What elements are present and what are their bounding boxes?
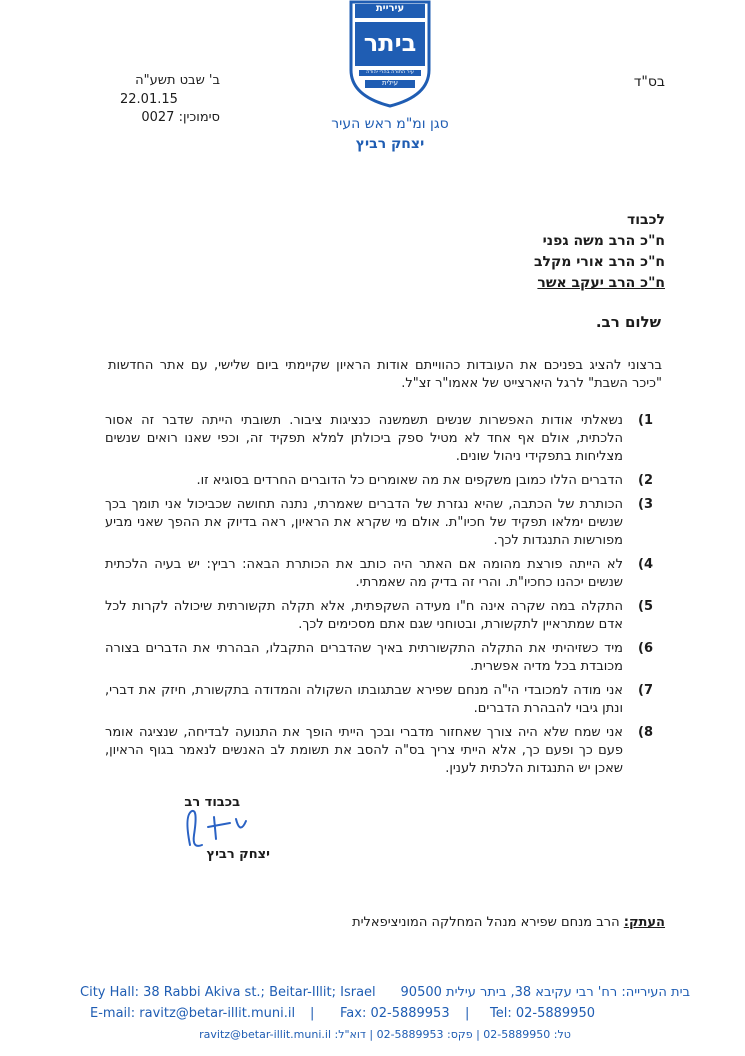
- point-text: נשאלתי אודות האפשרות שנשים תשמשנה כנציגות ציבור. תשובתי הייתה שדבר זה אסור הלכתית, אולם אף אחד לא מטיל ספק ביכולתן למלא תפקיד זה, וכפי שאנו רואים שנשים מצליחות בתפקידי ניהול שונים.: [105, 413, 623, 464]
- logo-bottom-text: עילית: [381, 79, 399, 87]
- footer-email-hebrew: דוא"ל: ravitz@betar-illit.muni.il: [199, 1028, 366, 1041]
- point-number: 6): [638, 641, 653, 656]
- point-text: לא הייתה פורצת מהומה אם האתר היה כותב את הכותרת הבאה: רביץ: יש בעיה הלכתית שנשים יכהנו כחכיו"ת. והרי זה בדיק מה שאמרתי.: [105, 557, 623, 590]
- point-text: אני מודה למכובדי הי"ה מנחם שפירא שבתגובתו השקולה והמדודה בתקשורת, חיזק את דברי, ונתן גיבוי להבהרת הדברים.: [105, 683, 623, 716]
- list-item: [105, 496, 653, 550]
- list-item: [105, 472, 653, 490]
- copy-recipient: הרב מנחם שפירא מנהל המחלקה המוניציפאלית: [352, 915, 620, 930]
- recipients-block: [365, 210, 665, 294]
- footer-separator: |: [465, 1006, 470, 1021]
- date-hebrew: ב' שבט תשע"ה: [135, 73, 220, 88]
- point-number: 2): [638, 473, 653, 488]
- list-item: [105, 682, 653, 718]
- date-gregorian: 22.01.15: [120, 92, 178, 107]
- point-number: 8): [638, 725, 653, 740]
- deputy-name: יצחק רביץ: [355, 136, 425, 152]
- logo-sub-text: עיר התורה בהרי יהודה: [366, 69, 414, 75]
- copy-line: [265, 915, 665, 930]
- footer-address-hebrew: בית העירייה: רח' רבי עקיבא 38, ביתר עילית 90500: [400, 985, 690, 1000]
- list-item: [105, 724, 653, 778]
- list-item: [105, 640, 653, 676]
- point-number: 5): [638, 599, 653, 614]
- footer-fax-hebrew: פקס: 02-5889953: [376, 1028, 473, 1041]
- point-number: 4): [638, 557, 653, 572]
- point-number: 3): [638, 497, 653, 512]
- footer-email-english: E-mail: ravitz@betar-illit.muni.il: [90, 1006, 296, 1021]
- point-number: 1): [638, 413, 653, 428]
- intro-paragraph: ברצוני להציג בפניכם את העובדות כהווייתם אודות הראיון שקיימתי ביום שלישי, עם אתר החדשות "כיכר השבת" לרגל היארצייט של אאמו"ר זצ"ל.: [108, 358, 662, 391]
- recipient-name: ח"כ הרב יעקב אשר: [537, 275, 665, 291]
- copy-label: העתק:: [623, 915, 665, 930]
- recipient-name: ח"כ הרב משה גפני: [542, 233, 665, 249]
- list-item: [105, 556, 653, 592]
- footer-address-english: City Hall: 38 Rabbi Akiva st.; Beitar-Illit; Israel: [80, 985, 376, 1000]
- reference-number: סימוכין: 0027: [141, 110, 220, 125]
- closing-regards: בכבוד רב: [184, 795, 240, 810]
- signer-name: יצחק רביץ: [206, 847, 270, 862]
- logo-top-text: עיריית: [375, 3, 405, 14]
- footer-contact-hebrew-line: טל: 02-5889950 | פקס: 02-5889953 | דוא"ל: ravitz@betar-illit.muni.il: [199, 1028, 571, 1041]
- recipient-name: ח"כ הרב אורי מקלב: [533, 254, 665, 270]
- recipients-heading: לכבוד: [627, 212, 665, 228]
- greeting: שלום רב.: [595, 313, 661, 331]
- logo-main-text: ביתר: [363, 29, 417, 57]
- point-number: 7): [638, 683, 653, 698]
- bsd-mark: בס"ד: [633, 74, 665, 90]
- point-text: אני שמח שלא היה צורך שאחזור מדברי ובכך הייתי הופך את התנועה לבדיחה, שנציגה אומר פעם כך ופעם כך, אלא הייתי צריך בס"ה להסב את תשומת לב האנשים לנאמר בגוף הראיון, שאכן יש התנגדות הלכתית לענין.: [105, 725, 623, 776]
- point-text: התקלה במה שקרה אינה ח"ו מעידה השקפתית, אלא תקלה תקשורתית שיכולה לקרות לכל אדם שמתראיין לתקשורת, ובטוחני שגם אתם מסכימים לכך.: [105, 599, 623, 632]
- footer-separator: |: [310, 1006, 315, 1021]
- points-list: [105, 412, 653, 784]
- footer-tel-hebrew: טל: 02-5889950: [483, 1028, 571, 1041]
- footer-tel-english: Tel: 02-5889950: [490, 1006, 595, 1021]
- list-item: [105, 412, 653, 466]
- point-text: הדברים הללו כמובן משקפים את מה שאומרים כל הדוברים החרדים בסוגיא זו.: [196, 473, 623, 488]
- deputy-title: סגן ומ"מ ראש העיר: [331, 116, 449, 132]
- list-item: [105, 598, 653, 634]
- footer-fax-english: Fax: 02-5889953: [340, 1006, 450, 1021]
- point-text: מיד כשזיהיתי את התקלה התקשורתית באיך שהדברים התקבלו, הבהרתי את הדברים בצורה מכובדת בכל מדיה אפשרית.: [105, 641, 623, 674]
- point-text: הכותרת של הכתבה, שהיא נגזרת של הדברים שאמרתי, נתנה תחושה שכביכול אני תומך בכך שנשים ימלאו תפקיד של חכיו"ת. אולם מי שקרא את הראיון, ראה בדיוק את ההפך שאני מביע מפורשות התנגדות לכך.: [105, 497, 623, 548]
